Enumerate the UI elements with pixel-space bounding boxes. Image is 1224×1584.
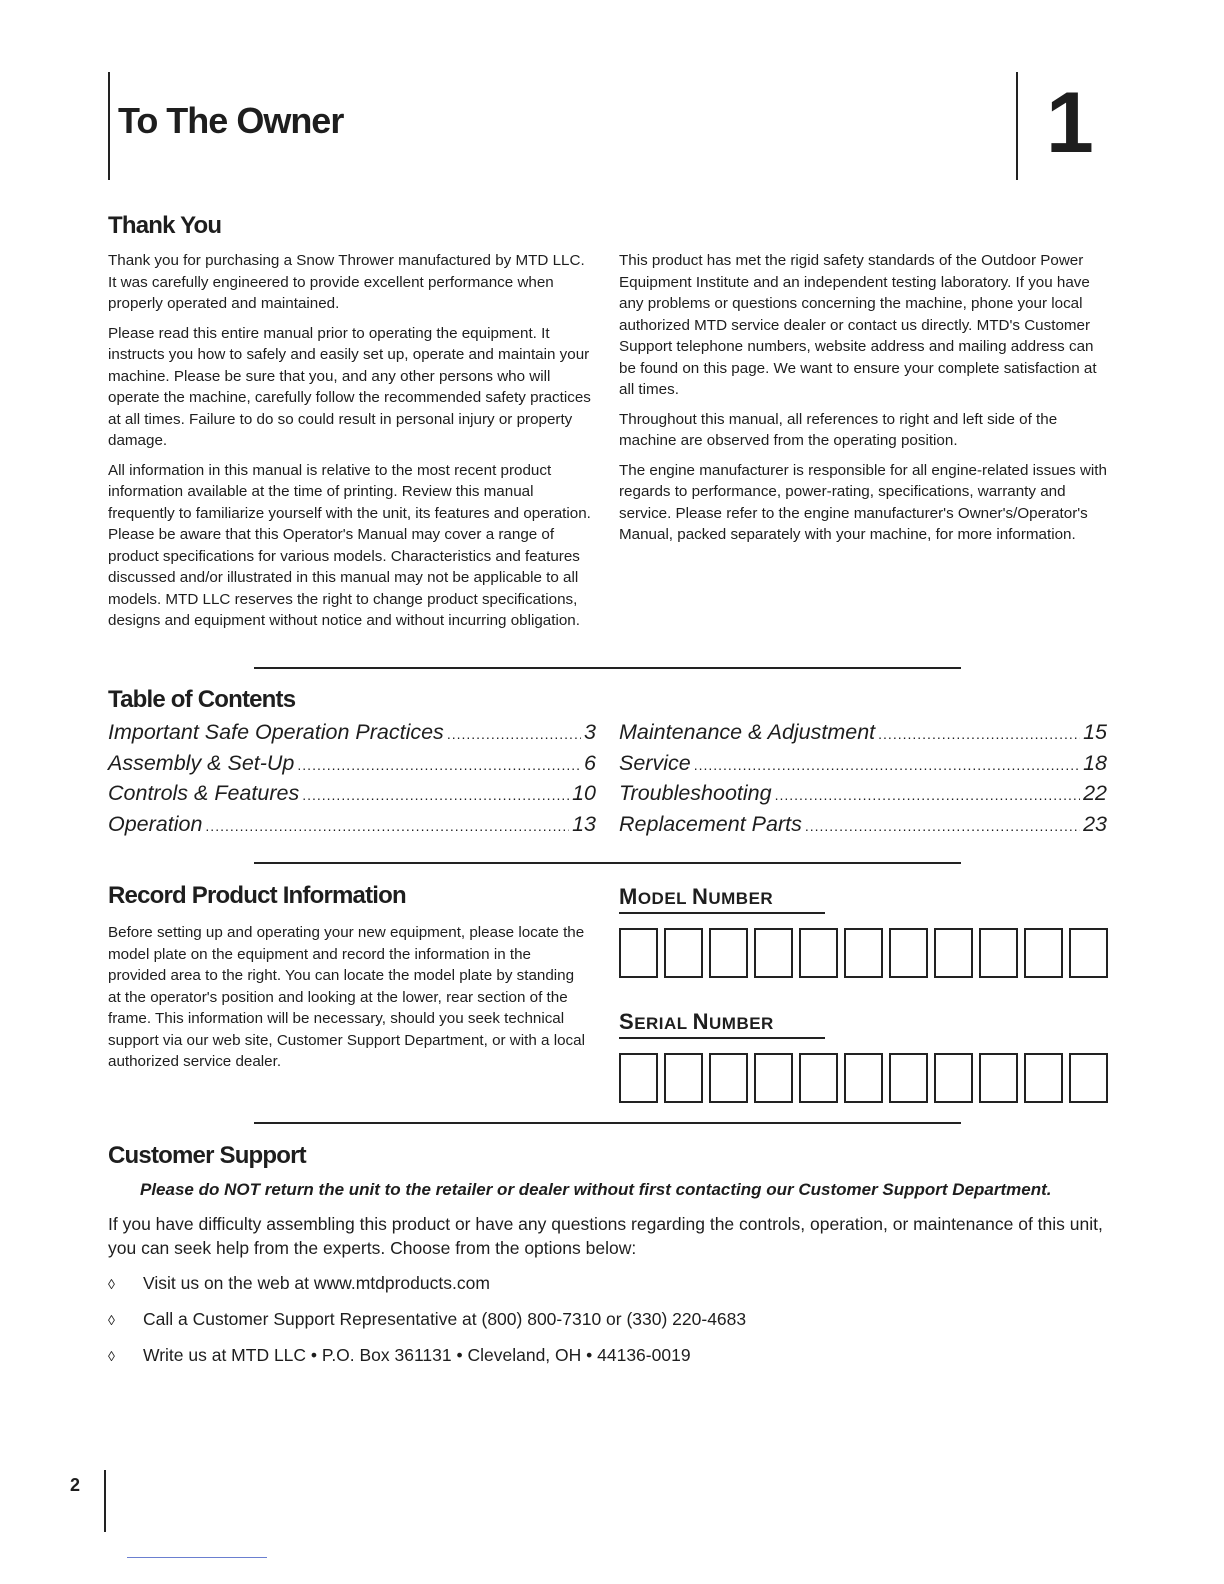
paragraph: Please read this entire manual prior to operating the equipment. It instructs you how to safely and easily set up, operate and maintain your machine. Please be sure that you, and any other persons who will operate the machine, carefully follow the recommended safety practices at all times. Failure to do so could result in personal injury or property damage.	[108, 324, 591, 449]
toc-entry-page: 6	[584, 750, 596, 775]
digit-box[interactable]	[844, 1053, 883, 1103]
toc-entry-label: Operation	[108, 811, 203, 836]
digit-box[interactable]	[1069, 928, 1108, 978]
thank-you-heading: Thank You	[108, 212, 222, 239]
support-text: If you have difficulty assembling this product or have any questions regarding the controls, operation, or maintenance of this unit, you can seek help from the experts. Choose from the options below:	[108, 1214, 1103, 1258]
support-option-label: Write us at MTD LLC • P.O. Box 361131 • Cleveland, OH • 44136-0019	[143, 1345, 691, 1365]
toc-entry-label: Controls & Features	[108, 781, 300, 805]
record-heading: Record Product Information	[108, 882, 406, 909]
divider	[254, 667, 961, 669]
diamond-bullet-icon: ◊	[108, 1348, 115, 1364]
serial-number-boxes[interactable]	[619, 1053, 1108, 1103]
chapter-number: 1	[1046, 75, 1094, 171]
title-rule	[108, 72, 110, 180]
model-number-label: MODEL NUMBER	[619, 884, 825, 914]
toc-entry-page: 22	[1083, 781, 1107, 805]
toc-entry-label: Troubleshooting	[619, 781, 772, 805]
digit-box[interactable]	[664, 1053, 703, 1103]
support-option-mail	[108, 1345, 691, 1366]
diamond-bullet-icon: ◊	[108, 1276, 115, 1292]
toc-entry[interactable]	[108, 810, 596, 841]
support-option-label: Call a Customer Support Representative at (800) 800-7310 or (330) 220-4683	[143, 1309, 747, 1329]
serial-number-label: SERIAL NUMBER	[619, 1009, 825, 1039]
toc-entry-page: 18	[1083, 750, 1107, 775]
page-number: 2	[70, 1475, 81, 1495]
digit-box[interactable]	[754, 1053, 793, 1103]
digit-box[interactable]	[709, 928, 748, 978]
divider	[254, 862, 961, 864]
leader-dots	[297, 749, 581, 780]
toc-left-column	[108, 718, 596, 840]
digit-box[interactable]	[979, 1053, 1018, 1103]
toc-entry-page: 13	[572, 811, 596, 836]
digit-box[interactable]	[979, 928, 1018, 978]
page-title: To The Owner	[118, 100, 344, 141]
toc-entry-label: Maintenance & Adjustment	[619, 720, 876, 744]
toc-entry-page: 10	[572, 781, 596, 805]
footer-link-line	[127, 1557, 267, 1558]
toc-entry[interactable]	[108, 749, 596, 780]
toc-entry[interactable]	[108, 718, 596, 749]
digit-box[interactable]	[799, 928, 838, 978]
support-note: Please do NOT return the unit to the retailer or dealer without first contacting our Customer Support Department.	[140, 1180, 1052, 1199]
digit-box[interactable]	[1069, 1053, 1108, 1103]
model-number-boxes[interactable]	[619, 928, 1108, 978]
digit-box[interactable]	[709, 1053, 748, 1103]
digit-box[interactable]	[934, 928, 973, 978]
thank-you-left-column	[108, 250, 596, 640]
chapter-rule	[1016, 72, 1018, 180]
toc-entry[interactable]	[619, 718, 1107, 749]
digit-box[interactable]	[664, 928, 703, 978]
digit-box[interactable]	[1024, 1053, 1063, 1103]
digit-box[interactable]	[1024, 928, 1063, 978]
paragraph: This product has met the rigid safety standards of the Outdoor Power Equipment Institute and an independent testing laboratory. If you have any problems or questions concerning the machine, phone your local authorized MTD service dealer or contact us directly. MTD's Customer Support telephone numbers, website address and mailing address can be found on this page. We want to ensure your complete satisfaction at all times.	[619, 252, 1097, 398]
support-option-label[interactable]: Visit us on the web at www.mtdproducts.com	[143, 1273, 490, 1293]
leader-dots	[447, 718, 581, 749]
toc-entry-label: Service	[619, 750, 691, 775]
digit-box[interactable]	[889, 928, 928, 978]
leader-dots	[205, 810, 569, 841]
support-heading: Customer Support	[108, 1142, 306, 1169]
digit-box[interactable]	[619, 928, 658, 978]
leader-dots	[878, 718, 1080, 749]
record-text: Before setting up and operating your new equipment, please locate the model plate on the equipment and record the information in the provided area to the right. You can locate the model plate by standing at the operator's position and looking at the lower, rear section of the frame. This information will be necessary, should you seek technical support via our web site, Customer Support Department, or with a local authorized service dealer.	[108, 924, 585, 1070]
toc-entry-label: Replacement Parts	[619, 811, 802, 836]
leader-dots	[302, 779, 569, 810]
toc-entry-page: 15	[1083, 720, 1107, 744]
toc-entry[interactable]	[619, 810, 1107, 841]
toc-right-column	[619, 718, 1107, 840]
footer-rule	[104, 1470, 106, 1532]
digit-box[interactable]	[844, 928, 883, 978]
digit-box[interactable]	[934, 1053, 973, 1103]
digit-box[interactable]	[799, 1053, 838, 1103]
toc-entry-label: Assembly & Set-Up	[108, 750, 295, 775]
leader-dots	[694, 749, 1080, 780]
toc-entry[interactable]	[108, 779, 596, 810]
toc-entry[interactable]	[619, 779, 1107, 810]
thank-you-right-column	[619, 250, 1107, 554]
leader-dots	[805, 810, 1080, 841]
support-option-web	[108, 1273, 490, 1294]
toc-entry-label: Important Safe Operation Practices	[108, 720, 444, 744]
toc-entry[interactable]	[619, 749, 1107, 780]
digit-box[interactable]	[754, 928, 793, 978]
paragraph: The engine manufacturer is responsible for all engine-related issues with regards to performance, power-rating, specifications, warranty and service. Please refer to the engine manufacturer's Owner's/Operator's Manual, packed separately with your machine, for more information.	[619, 461, 1107, 543]
leader-dots	[775, 779, 1080, 810]
toc-heading: Table of Contents	[108, 686, 296, 713]
toc-entry-page: 3	[584, 720, 596, 744]
digit-box[interactable]	[619, 1053, 658, 1103]
diamond-bullet-icon: ◊	[108, 1312, 115, 1328]
support-option-phone	[108, 1309, 746, 1330]
paragraph: Thank you for purchasing a Snow Thrower manufactured by MTD LLC. It was carefully engineered to provide excellent performance when properly operated and maintained.	[108, 252, 585, 312]
toc-entry-page: 23	[1083, 811, 1107, 836]
paragraph: All information in this manual is relative to the most recent product information available at the time of printing. Review this manual frequently to familiarize yourself with the unit, its features and operation. Please be aware that this Operator's Manual may cover a range of product specifications for various models. Characteristics and features discussed and/or illustrated in this manual may not be applicable to all models. MTD LLC reserves the right to change product specifications, designs and equipment without notice and without incurring obligation.	[108, 461, 591, 629]
divider	[254, 1122, 961, 1124]
digit-box[interactable]	[889, 1053, 928, 1103]
paragraph: Throughout this manual, all references to right and left side of the machine are observed from the operating position.	[619, 410, 1058, 449]
